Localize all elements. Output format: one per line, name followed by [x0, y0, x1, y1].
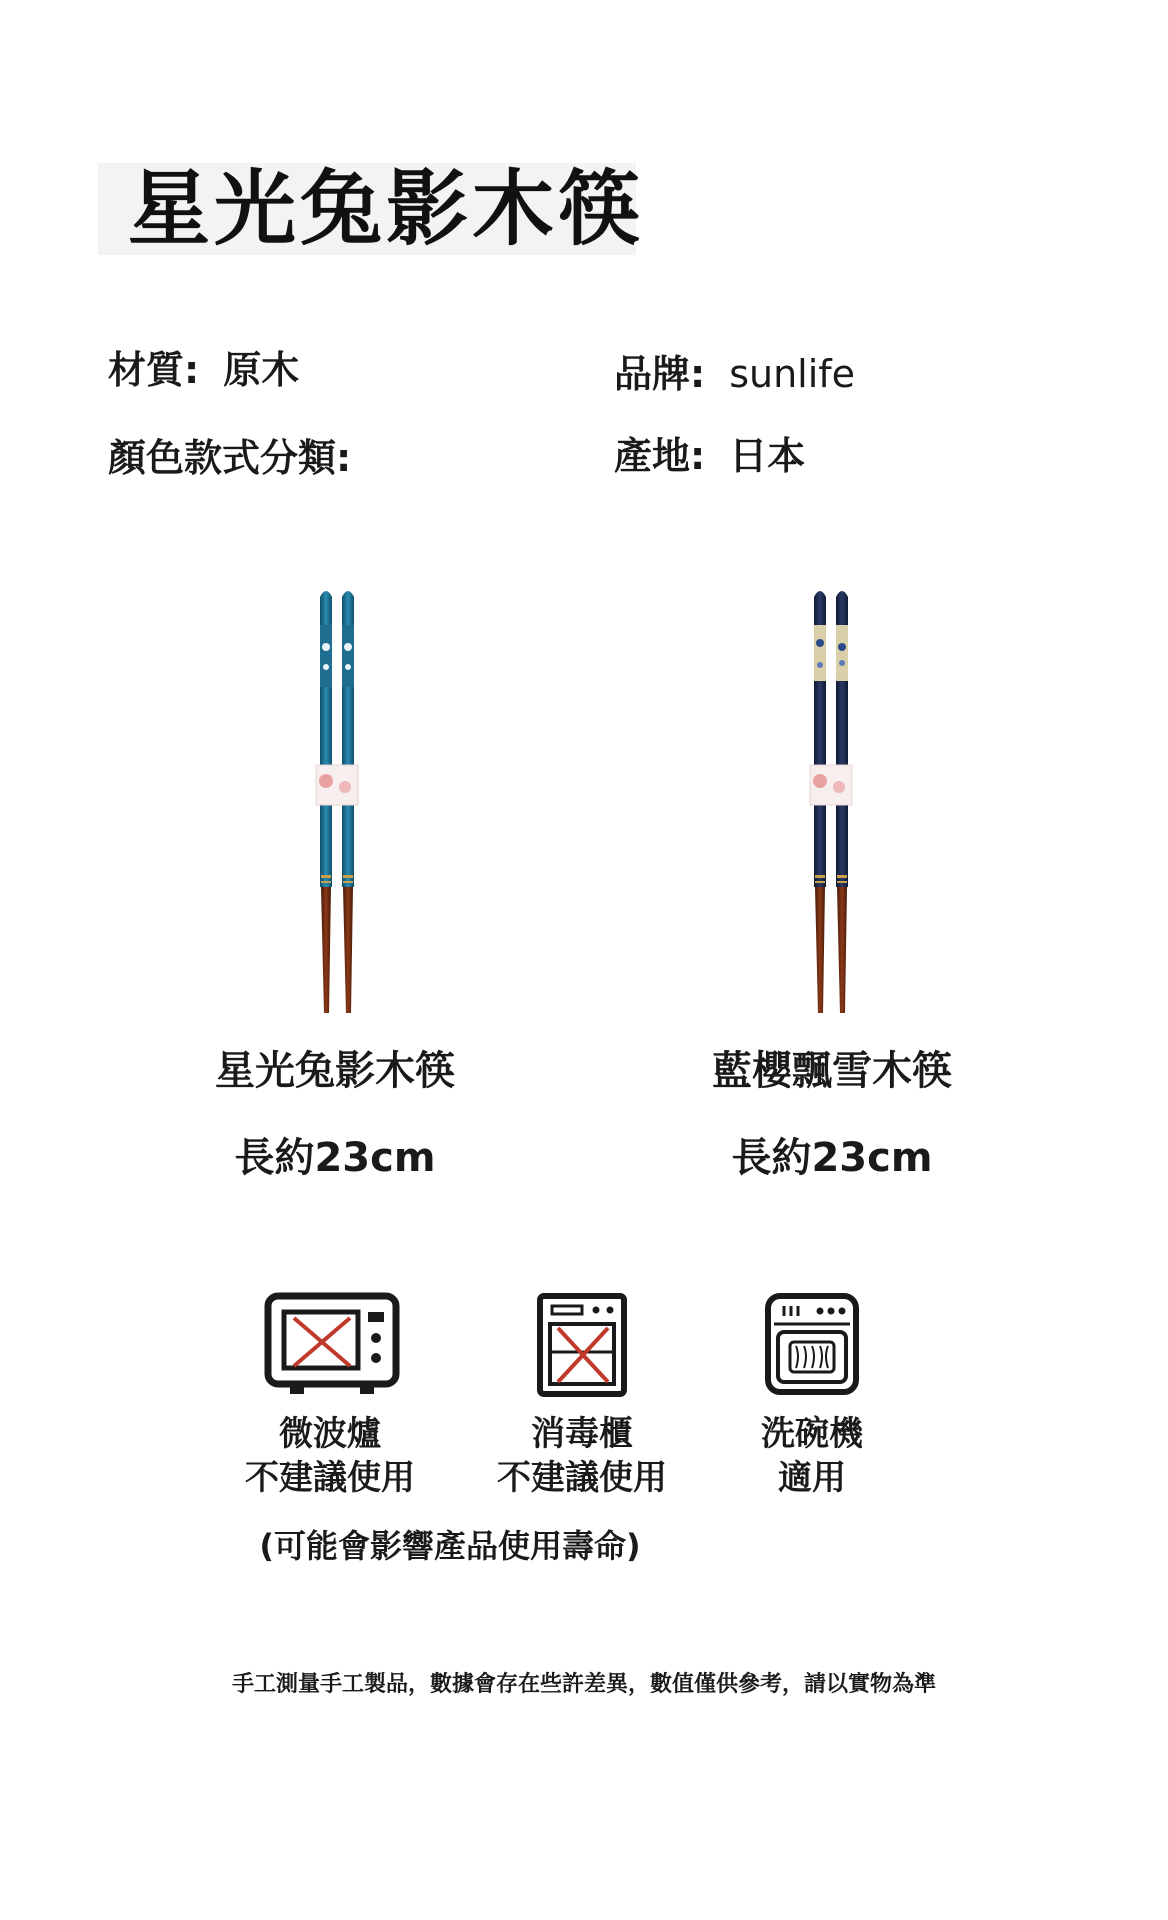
microwave-label — [210, 1412, 450, 1500]
page-title: 星光兔影木筷 — [128, 162, 645, 257]
dishwasher-advice: 適用 — [778, 1458, 846, 1498]
product-length-1: 長約23cm — [234, 1135, 436, 1181]
sterilizer-label — [462, 1412, 702, 1500]
sterilizer-advice: 不建議使用 — [497, 1458, 667, 1498]
product-name-1: 星光兔影木筷 — [215, 1048, 455, 1094]
material-spec — [108, 346, 299, 394]
blue-sakura-chopsticks-image — [794, 585, 874, 1025]
microwave-title: 微波爐 — [279, 1414, 381, 1454]
dishwasher-label — [692, 1412, 932, 1500]
sterilizer-cabinet-crossed-icon — [536, 1292, 628, 1398]
usage-note: (可能會影響產品使用壽命) — [259, 1527, 641, 1565]
microwave-crossed-icon — [264, 1292, 400, 1402]
dishwasher-icon — [764, 1292, 860, 1396]
dishwasher-title: 洗碗機 — [761, 1414, 863, 1454]
brand-label: 品牌: — [614, 352, 706, 396]
origin-spec — [614, 432, 805, 480]
brand-value: sunlife — [729, 352, 856, 396]
material-value: 原木 — [223, 348, 300, 392]
sterilizer-title: 消毒櫃 — [531, 1414, 633, 1454]
microwave-advice: 不建議使用 — [245, 1458, 415, 1498]
color-style-label: 顏色款式分類: — [108, 436, 352, 480]
origin-value: 日本 — [729, 434, 806, 478]
brand-spec — [614, 350, 855, 398]
footer-note: 手工測量手工製品，數據會存在些許差異，數值僅供參考，請以實物為準 — [231, 1672, 936, 1697]
product-length-2: 長約23cm — [731, 1135, 933, 1181]
material-label: 材質: — [108, 348, 200, 392]
product-name-2: 藍櫻飄雪木筷 — [712, 1048, 952, 1094]
origin-label: 產地: — [614, 434, 706, 478]
starlight-rabbit-chopsticks-image — [300, 585, 380, 1025]
color-style-spec — [108, 434, 351, 482]
